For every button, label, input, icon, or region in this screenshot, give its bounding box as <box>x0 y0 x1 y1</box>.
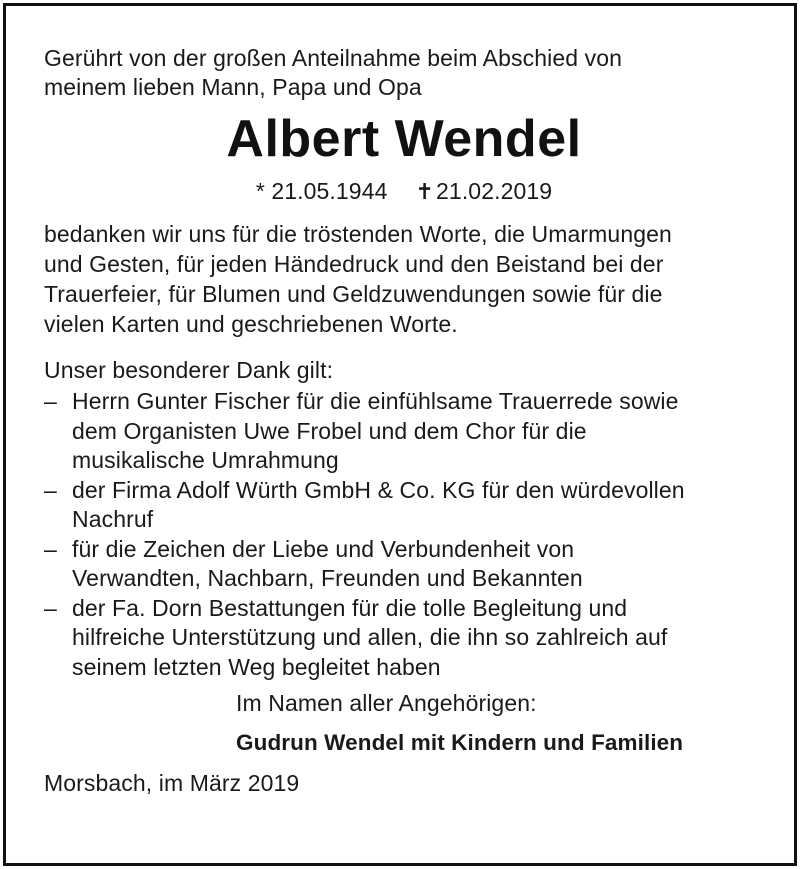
item-line: der Firma Adolf Würth GmbH & Co. KG für den würdevollen <box>72 476 685 503</box>
death-date: 21.02.2019 <box>436 178 553 204</box>
item-line: Nachruf <box>72 506 154 532</box>
item-line: Verwandten, Nachbarn, Freunden und Bekannten <box>72 565 583 591</box>
item-line: musikalische Umrahmung <box>72 447 339 473</box>
item-line: Herrn Gunter Fischer für die einfühlsame Trauerrede sowie <box>72 388 679 414</box>
dash-bullet: – <box>44 594 57 621</box>
dash-bullet: – <box>44 476 57 503</box>
item-line: seinem letzten Weg begleitet haben <box>72 653 441 680</box>
thank-you-text <box>44 219 764 339</box>
life-dates <box>44 176 764 207</box>
item-line: dem Organisten Uwe Frobel und dem Chor für die <box>72 417 587 444</box>
body-line: vielen Karten und geschriebenen Worte. <box>44 311 458 337</box>
special-thanks-list <box>44 387 764 682</box>
body-line: und Gesten, für jeden Händedruck und den Beistand bei der <box>44 251 664 277</box>
list-item <box>44 387 764 476</box>
obituary-notice <box>44 44 764 798</box>
on-behalf-text: Im Namen aller Angehörigen: <box>236 690 537 716</box>
signature-block <box>44 688 764 758</box>
dash-bullet: – <box>44 388 57 414</box>
item-line: der Fa. Dorn Bestattungen für die tolle Begleitung und <box>72 594 628 621</box>
body-line: Trauerfeier, für Blumen und Geldzuwendungen sowie für die <box>44 281 663 307</box>
place-date: Morsbach, im März 2019 <box>44 770 300 796</box>
signers-name: Gudrun Wendel mit Kindern und Familien <box>236 730 684 755</box>
list-item <box>44 594 764 683</box>
body-line: bedanken wir uns für die tröstenden Worte, die Umarmungen <box>44 221 672 247</box>
list-item <box>44 476 764 535</box>
list-item <box>44 535 764 594</box>
special-thanks-heading: Unser besonderer Dank gilt: <box>44 357 334 383</box>
dash-bullet: – <box>44 535 57 562</box>
intro-line: meinem lieben Mann, Papa und Opa <box>44 74 422 100</box>
intro-line: Gerührt von der großen Anteilnahme beim Abschied von <box>44 45 622 71</box>
intro-text <box>44 44 764 102</box>
item-line: für die Zeichen der Liebe und Verbundenheit von <box>72 535 575 562</box>
cross-icon: ✝ <box>415 179 435 204</box>
item-line: hilfreiche Unterstützung und allen, die ihn so zahlreich auf <box>72 624 668 650</box>
birth-date: * 21.05.1944 <box>255 178 388 204</box>
deceased-name: Albert Wendel <box>226 110 582 168</box>
